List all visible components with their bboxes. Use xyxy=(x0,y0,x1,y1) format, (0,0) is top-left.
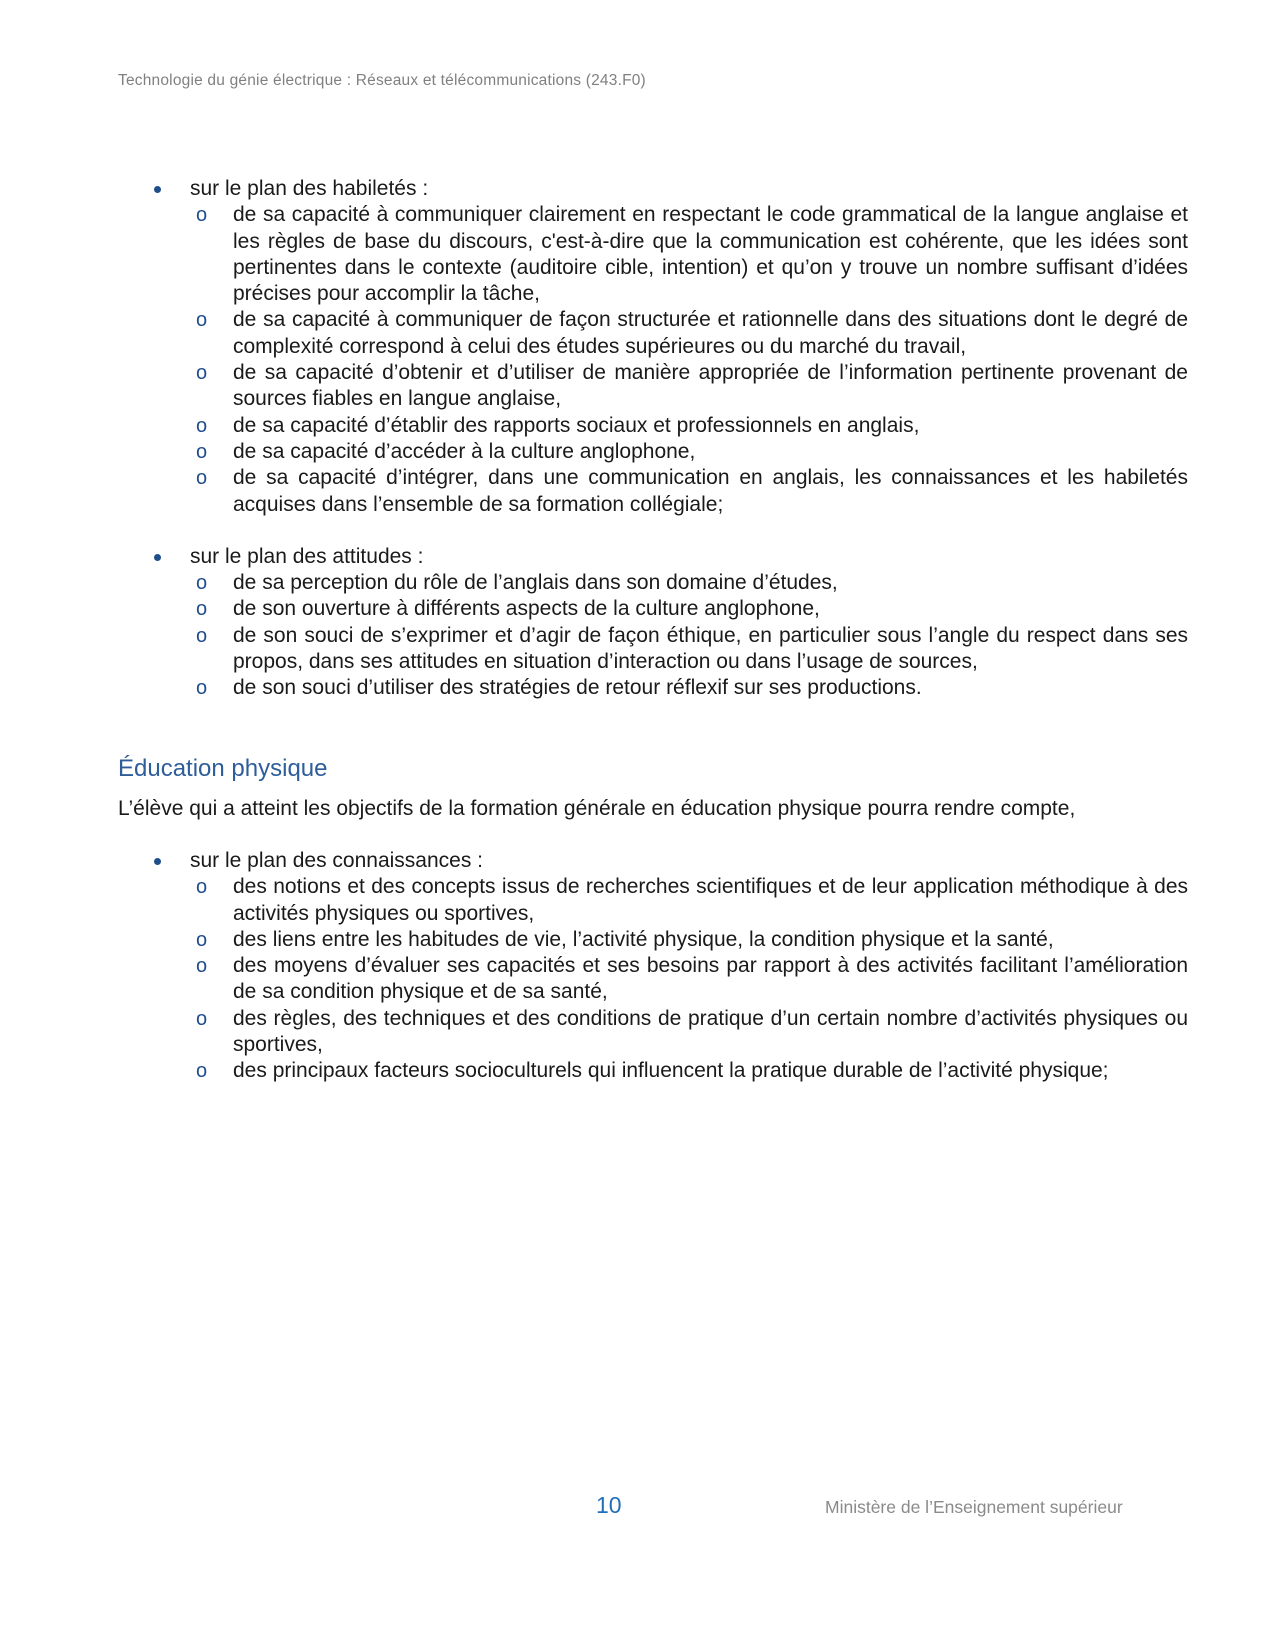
sub-item-text: de son souci d’utiliser des stratégies de retour réflexif sur ses productions. xyxy=(233,676,922,700)
sub-item xyxy=(190,439,1188,465)
sub-item-text: de son ouverture à différents aspects de la culture anglophone, xyxy=(233,597,820,621)
circle-bullet-icon: o xyxy=(196,876,208,899)
circle-bullet-icon: o xyxy=(196,677,208,700)
sub-list xyxy=(190,570,1188,701)
sub-item xyxy=(190,596,1188,622)
sub-item-text: des notions et des concepts issus de recherches scientifiques et de leur application méthodique à des activités physiques ou sportives, xyxy=(233,875,1188,925)
sub-item xyxy=(190,413,1188,439)
bullet-habiletes xyxy=(118,176,1188,518)
sub-item xyxy=(190,874,1188,927)
sub-item-text: de sa capacité à communiquer de façon structurée et rationnelle dans des situations dont le degré de complexité correspond à celui des études supérieures ou du marché du travail, xyxy=(233,308,1188,358)
sub-list xyxy=(190,874,1188,1084)
circle-bullet-icon: o xyxy=(196,928,208,951)
footer-publisher: Ministère de l’Enseignement supérieur xyxy=(825,1497,1123,1517)
sub-item-text: de son souci de s’exprimer et d’agir de façon éthique, en particulier sous l’angle du respect dans ses propos, dans ses attitudes en situation d’interaction ou dans l’usage de sources, xyxy=(233,623,1188,674)
sub-item xyxy=(190,927,1188,953)
document-body xyxy=(118,176,1188,1085)
sub-item-text: de sa capacité d’obtenir et d’utiliser de manière appropriée de l’information pertinente provenant de sources fiables en langue anglaise, xyxy=(233,361,1188,411)
circle-bullet-icon: o xyxy=(196,624,208,647)
circle-bullet-icon: o xyxy=(196,309,208,332)
sub-item xyxy=(190,307,1188,360)
sub-item-text: de sa capacité d’accéder à la culture anglophone, xyxy=(233,439,696,463)
circle-bullet-icon: o xyxy=(196,955,208,978)
sub-item xyxy=(190,1006,1188,1059)
running-header: Technologie du génie électrique : Réseaux et télécommunications (243.F0) xyxy=(118,72,646,89)
bullet-dot-icon xyxy=(154,186,161,193)
circle-bullet-icon: o xyxy=(196,467,208,490)
sub-item-text: des règles, des techniques et des conditions de pratique d’un certain nombre d’activités physiques ou sportives, xyxy=(233,1006,1188,1057)
circle-bullet-icon: o xyxy=(196,362,208,385)
page-number: 10 xyxy=(596,1492,622,1518)
section-heading: Éducation physique xyxy=(118,754,328,782)
langue-bullet-list xyxy=(118,176,1188,702)
sub-list xyxy=(190,202,1188,518)
circle-bullet-icon: o xyxy=(196,572,208,595)
bullet-dot-icon xyxy=(154,554,161,561)
sub-item-text: des moyens d’évaluer ses capacités et ses besoins par rapport à des activités facilitant l’amélioration de sa condition physique et de sa santé, xyxy=(233,954,1188,1004)
sub-item xyxy=(190,360,1188,413)
circle-bullet-icon: o xyxy=(196,204,208,227)
circle-bullet-icon: o xyxy=(196,598,208,621)
bullet-label: sur le plan des habiletés : xyxy=(190,177,429,200)
circle-bullet-icon: o xyxy=(196,414,208,437)
circle-bullet-icon: o xyxy=(196,1060,208,1083)
sub-item xyxy=(190,570,1188,596)
bullet-dot-icon xyxy=(154,858,161,865)
sub-item-text: des liens entre les habitudes de vie, l’activité physique, la condition physique et la santé, xyxy=(233,927,1054,951)
circle-bullet-icon: o xyxy=(196,440,208,463)
bullet-label: sur le plan des connaissances : xyxy=(190,848,484,872)
education-bullet-list xyxy=(118,848,1188,1085)
sub-item-text: de sa capacité d’établir des rapports sociaux et professionnels en anglais, xyxy=(233,413,920,437)
section-intro: L’élève qui a atteint les objectifs de la formation générale en éducation physique pourra rendre compte, xyxy=(118,796,1076,820)
sub-item-text: de sa perception du rôle de l’anglais dans son domaine d’études, xyxy=(233,571,838,595)
sub-item xyxy=(190,623,1188,676)
bullet-attitudes xyxy=(118,544,1188,702)
circle-bullet-icon: o xyxy=(196,1007,208,1030)
sub-item xyxy=(190,1058,1188,1084)
sub-item xyxy=(190,953,1188,1006)
sub-item xyxy=(190,675,1188,701)
bullet-connaissances xyxy=(118,848,1188,1085)
sub-item-text: de sa capacité à communiquer clairement en respectant le code grammatical de la langue anglaise et les règles de base du discours, c'est-à-dire que la communication est cohérente, que les idées sont pertinentes dans le contexte (auditoire cible, intention) et qu’on y trouve un nombre suffisant d’idées précises pour accomplir la tâche, xyxy=(233,203,1188,306)
sub-item xyxy=(190,202,1188,307)
sub-item-text: des principaux facteurs socioculturels qui influencent la pratique durable de l’activité physique; xyxy=(233,1059,1109,1083)
sub-item-text: de sa capacité d’intégrer, dans une communication en anglais, les connaissances et les habiletés acquises dans l’ensemble de sa formation collégiale; xyxy=(233,466,1188,516)
sub-item xyxy=(190,465,1188,518)
bullet-label: sur le plan des attitudes : xyxy=(190,544,424,568)
